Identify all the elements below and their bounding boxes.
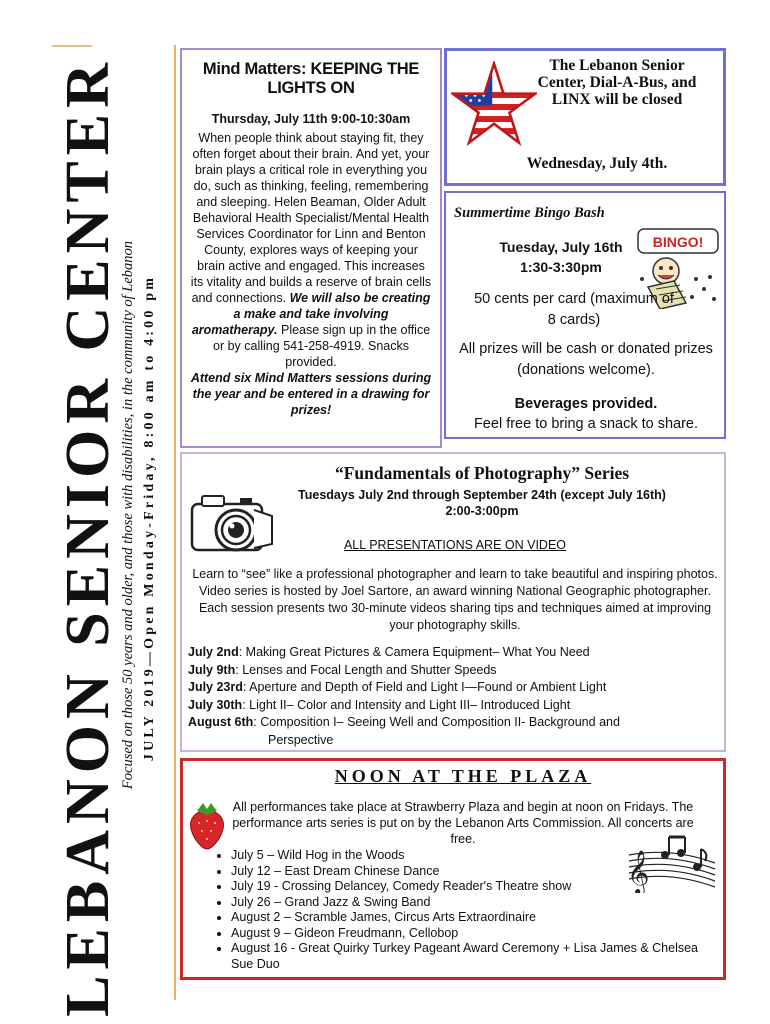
session-topic: : Lenses and Focal Length and Shutter Speeds [235,662,497,677]
list-item [188,697,718,715]
bingo-price: 50 cents per card (maximum of 8 cards) [474,291,674,328]
session-topic: : Making Great Pictures & Camera Equipment– What You Need [238,645,590,659]
closure-box [444,48,726,186]
svg-text:𝄞: 𝄞 [627,850,650,893]
photography-description: Learn to “see” like a professional photographer and learn to take beautiful and inspiring photos. Video series is hosted by Joel Sartore, an award winning National Geographic photographer. Each session presents two 30-minute videos sharing tips and techniques aimed at improving your photography skills. [192,567,718,632]
photography-schedule [188,644,718,749]
list-item: • July 19 - Crossing Delancey, Comedy Reader's Theatre show [231,879,701,895]
closure-date: Wednesday, July 4th. [526,155,668,172]
list-item [188,679,718,697]
masthead-divider [174,45,176,1000]
mind-matters-title: Mind Matters: KEEPING THE LIGHTS ON [202,60,420,97]
bingo-date: Tuesday, July 16th [499,239,623,255]
session-topic: : Aperture and Depth of Field and Light I—Found or Ambient Light [242,680,607,694]
photography-box [180,452,726,752]
bingo-beverages-block [456,394,716,434]
list-item [188,644,718,662]
performance-list [211,848,701,972]
closure-text: The Lebanon Senior Center, Dial-A-Bus, and LINX will be closed [537,57,697,108]
strawberry-icon [187,799,227,851]
mind-matters-box [180,48,442,448]
mind-matters-attend: Attend six Mind Matters sessions during the year and be entered in a drawing for prizes! [190,371,432,417]
session-date: July 23rd [188,680,243,694]
list-item: • July 12 – East Dream Chinese Dance [231,864,701,880]
session-date: July 30th [188,697,243,712]
noon-title: NOON AT THE PLAZA [334,766,592,786]
masthead-rule [52,45,92,47]
list-item: • August 9 – Gideon Freudmann, Cellobop [231,926,701,942]
bingo-prizes: All prizes will be cash or donated prizes (donations welcome). [459,341,713,378]
list-item [188,714,718,732]
mind-matters-body [190,130,432,370]
mind-matters-signup: Please sign up in the office or by calling 541-258-4919. Snacks provided. [213,323,431,369]
session-topic: : Composition I– Seeing Well and Composition II- Background and [253,715,620,729]
bingo-title: Summertime Bingo Bash [454,205,605,221]
list-item [188,662,718,680]
noon-description: All performances take place at Strawberry Plaza and begin at noon on Fridays. The performance arts series is put on by the Lebanon Arts Commission. All concerts are free. [232,800,694,846]
american-flag-star-icon [451,61,537,147]
list-item: • July 26 – Grand Jazz & Swing Band [231,895,701,911]
session-date: July 9th [188,662,236,677]
noon-at-plaza-box [180,758,726,980]
mind-matters-when: Thursday, July 11th 9:00-10:30am [211,112,411,126]
masthead-hours: JULY 2019—Open Monday-Friday, 8:00 am to 4:00 pm [142,274,157,762]
photography-dates: Tuesdays July 2nd through September 24th (except July 16th) [298,488,666,502]
bingo-snack: Feel free to bring a snack to share. [473,416,699,432]
photography-title: “Fundamentals of Photography” Series [334,463,630,483]
bingo-sign-text: BINGO! [652,234,704,250]
masthead-subtitle: Focused on those 50 years and older, and those with disabilities, in the community of Lebanon [120,240,136,790]
bingo-time: 1:30-3:30pm [520,259,602,275]
bingo-box [444,191,726,439]
mind-matters-emphasis: We will also be creating a make and take involving aromatherapy. [191,291,431,337]
session-date: August 6th [188,715,254,729]
mind-matters-text: When people think about staying fit, they often forget about their brain. And yet, your brain plays a critical role in everything you do, such as thinking, feeling, remembering and sleeping. Helen Beaman, Older Adult Behavioral Health Specialist/Mental Health Services Coordinator for Linn and Benton County, explores ways of keeping your brain active and engaged. This increases its vitality and builds a reserve of brain cells and connections. [190,131,432,305]
photography-time: 2:00-3:00pm [445,504,519,518]
photography-schedule-header [242,487,722,519]
bingo-datetime [476,237,646,277]
list-item: • August 16 - Great Quirky Turkey Pageant Award Ceremony + Lisa James & Chelsea Sue Duo [231,941,701,972]
masthead-title: LEBANON SENIOR CENTER [54,57,122,1017]
session-date: July 2nd [188,645,239,659]
list-item: • August 2 – Scramble James, Circus Arts Extraordinaire [231,910,701,926]
session-topic-continued: Perspective [268,732,334,747]
session-topic: : Light II– Color and Intensity and Light III– Introduced Light [242,697,571,712]
photography-notice: ALL PRESENTATIONS ARE ON VIDEO [343,538,567,552]
bingo-beverages: Beverages provided. [514,396,658,412]
list-item: • July 5 – Wild Hog in the Woods [231,848,701,864]
